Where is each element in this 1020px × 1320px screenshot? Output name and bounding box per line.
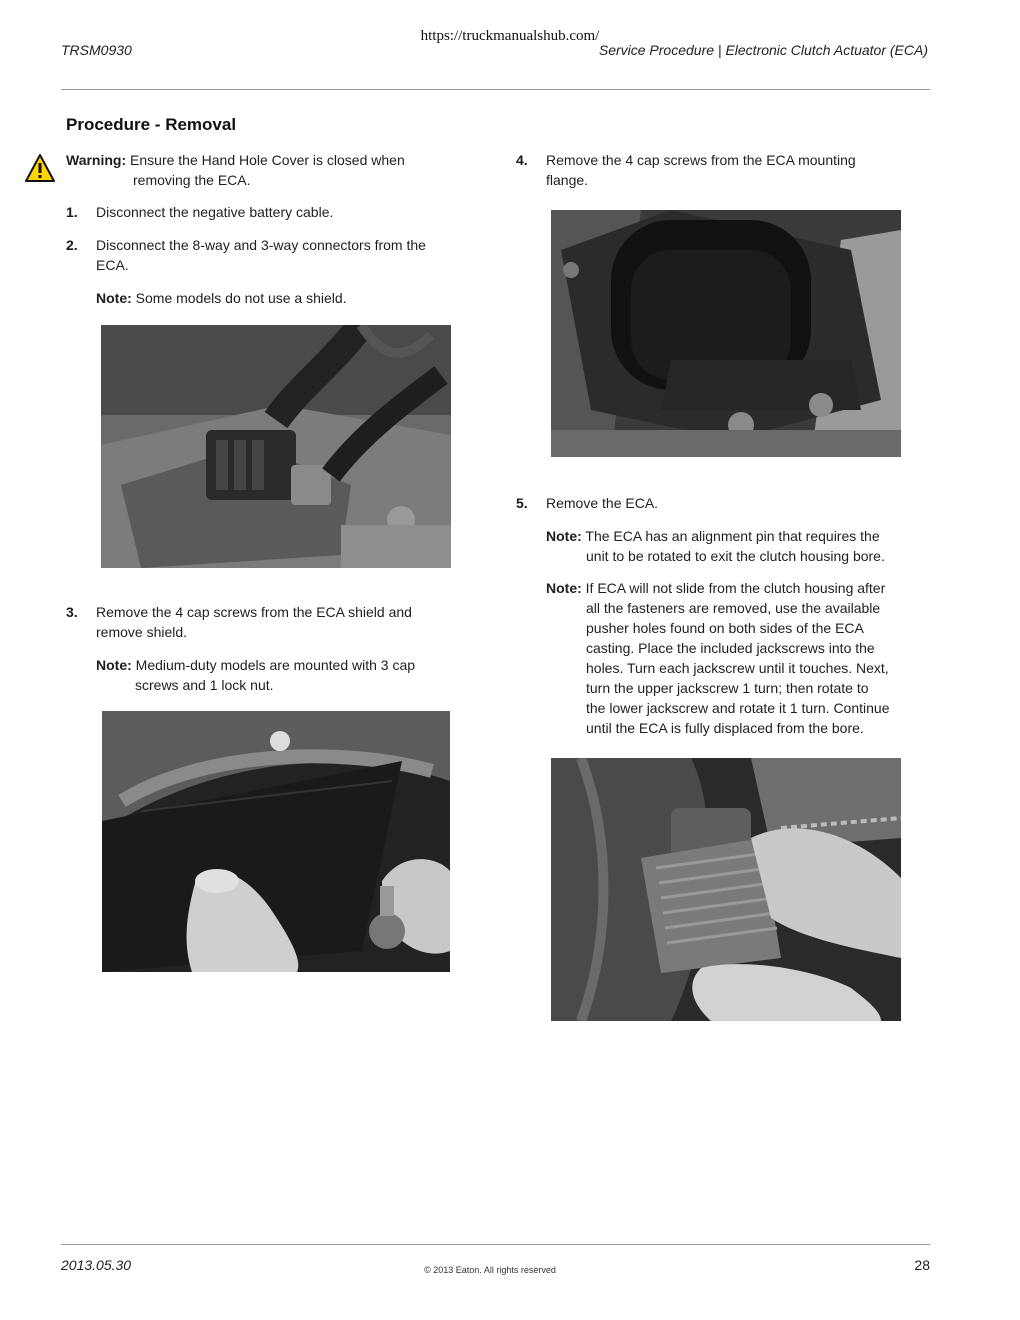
step-5-note-1: [546, 526, 880, 546]
step-5-note-2-line: turn the upper jackscrew 1 turn; then rotate to: [586, 680, 869, 696]
step-5-note-2-line: all the fasteners are removed, use the available: [586, 600, 881, 616]
photo-eca-shield: [102, 711, 450, 972]
warning-line-1: Ensure the Hand Hole Cover is closed when: [130, 152, 405, 168]
step-1-text: Disconnect the negative battery cable.: [96, 204, 334, 220]
step-5-number: 5.: [516, 495, 528, 511]
note-text: If ECA will not slide from the clutch housing after: [585, 580, 886, 596]
step-3-note: [96, 655, 415, 675]
step-2-line-1: Disconnect the 8-way and 3-way connectors from the: [96, 237, 426, 253]
procedure-title: Procedure - Removal: [66, 115, 237, 134]
photo-eca-connectors: [101, 325, 451, 568]
note-label: Note:: [96, 657, 132, 673]
step-5-note-2-line: the lower jackscrew and rotate it 1 turn. Continue: [586, 700, 890, 716]
note-text: Medium-duty models are mounted with 3 cap: [135, 657, 416, 673]
step-3-note-line-2: screws and 1 lock nut.: [135, 677, 274, 693]
photo-eca-removal: [551, 758, 901, 1021]
step-1-number: 1.: [66, 204, 78, 220]
step-5-text: Remove the ECA.: [546, 495, 659, 511]
step-4-line-2: flange.: [546, 172, 589, 188]
note-label: Note:: [546, 528, 582, 544]
note-label: Note:: [96, 290, 132, 306]
note-text: The ECA has an alignment pin that requires the: [585, 528, 880, 544]
step-2-note: [96, 288, 347, 308]
step-5-note-2-line: until the ECA is fully displaced from the bore.: [586, 720, 864, 736]
page-number: 28: [914, 1257, 930, 1273]
warning-triangle-icon: [24, 153, 56, 183]
step-5-note-2-line: holes. Turn each jackscrew until it touches. Next,: [586, 660, 889, 676]
photo-eca-mounting-flange: [551, 210, 901, 457]
step-3-line-2: remove shield.: [96, 624, 188, 640]
step-5-note-2: [546, 578, 885, 598]
note-text: Some models do not use a shield.: [135, 290, 347, 306]
source-url: https://truckmanualshub.com/: [420, 28, 600, 44]
step-4-number: 4.: [516, 152, 528, 168]
step-3-number: 3.: [66, 604, 78, 620]
header-section-title: Service Procedure | Electronic Clutch Actuator (ECA): [598, 42, 928, 58]
warning-text: [66, 150, 466, 170]
step-5-note-2-line: casting. Place the included jackscrews into the: [586, 640, 875, 656]
step-5-note-2-line: pusher holes found on both sides of the ECA: [586, 620, 864, 636]
footer-date: 2013.05.30: [61, 1257, 132, 1273]
document-id: TRSM0930: [61, 42, 132, 58]
step-3-line-1: Remove the 4 cap screws from the ECA shield and: [96, 604, 412, 620]
footer-copyright: © 2013 Eaton. All rights reserved: [424, 1265, 556, 1275]
footer-rule: [61, 1244, 930, 1245]
step-2-line-2: ECA.: [96, 257, 129, 273]
warning-line-2: removing the ECA.: [133, 172, 251, 188]
warning-label: Warning:: [66, 152, 127, 168]
note-label: Note:: [546, 580, 582, 596]
step-5-note-1-line-2: unit to be rotated to exit the clutch housing bore.: [586, 548, 885, 564]
step-2-number: 2.: [66, 237, 78, 253]
step-4-line-1: Remove the 4 cap screws from the ECA mounting: [546, 152, 856, 168]
header-rule: [61, 89, 930, 90]
